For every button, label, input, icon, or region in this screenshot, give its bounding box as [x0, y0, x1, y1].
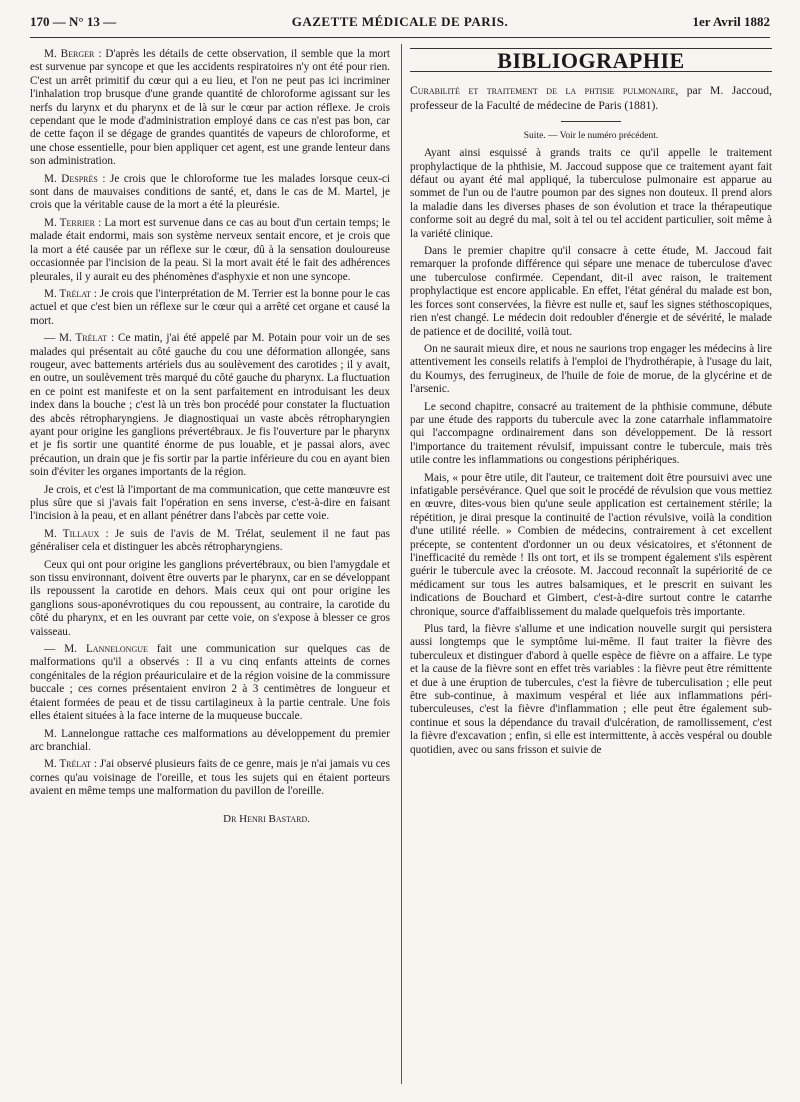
speaker-name: M. Trélat	[44, 287, 92, 300]
publication-title: GAZETTE MÉDICALE DE PARIS.	[291, 14, 509, 29]
header-rule	[30, 37, 770, 38]
left-paragraphs	[30, 48, 390, 799]
paragraph-text: : Ce matin, j'ai été appelé par M. Potain pour voir un de ses malades qui présentait au côté gauche du cou une déformation allongée, sans rougeur, avec battements artériels dus au soulèvement des carotides ; il y avait, en outre, un soulèvement très marqué du côté gauche du pharynx. La fluctuation en ce point est manifeste et on la sent parfaitement en introduisant les deux index dans la bouche ; c'est là un très bon procédé pour constater la fluctuation des abcès rétropharyngiens. Je diagnostiquai un vaste abcès rétropharyngien ayant pour origine les ganglions prévertébraux. Je fis l'ouverture par le pharynx et je fis sortir une quantité énorme de pus louable, et je passai alors, avec précaution, un drain que je fis sortir par la partie inférieure du cou en ayant bien soin d'éviter les organes importants de la région.	[30, 332, 390, 479]
speaker-name: M. Tillaux	[44, 527, 100, 540]
paragraph-text: Je crois, et c'est là l'important de ma communication, que cette manœuvre est plus sûre que si j'avais fait l'opération en sens inverse, c'est-à-dire en faisant l'incision à la peau, et en allant pénétrer dans l'abcès par cette voie.	[30, 483, 390, 523]
paragraph-text: : Je crois que l'interprétation de M. Terrier est la bonne pour le cas actuel et que c'est bien un réflexe sur le cœur qui a arrêté cet organe et causé la mort.	[30, 287, 390, 327]
section-title: BIBLIOGRAPHIE	[410, 48, 772, 72]
suite-rule	[561, 121, 621, 122]
paragraph-text: : D'après les détails de cette observation, il semble que la mort est survenue par syncope et que les accidents respiratoires n'y ont été pour rien. C'est un arrêt primitif du cœur qui a eu lieu, et l'on ne peut pas ici incriminer l'inhalation trop brusque d'une grande quantité de chloroforme agissant sur les nerfs du larynx et du pharynx et de là sur le cœur par action réflexe. Je crois cependant que le mode d'administration employé dans ce cas n'est pas bon, car de cette façon il se dégage de grandes quantités de vapeurs de chloroforme, et une chose essentielle, pour bien appliquer cet agent, est une grande lenteur dans son administration.	[30, 48, 390, 168]
page-header	[30, 14, 770, 34]
paragraph	[30, 559, 390, 639]
paragraph-text: : Je crois que le chloroforme tue les malades lorsque ceux-ci sont dans de mauvaises conditions de santé, et, dans le cas de M. Martel, je crois que la véritable cause de la mort a été la pleurésie.	[30, 172, 390, 212]
paragraph	[30, 728, 390, 755]
signature: Dr Henri Bastard.	[223, 812, 310, 825]
paragraph	[30, 288, 390, 328]
paragraph	[30, 217, 390, 284]
paragraph: Ayant ainsi esquissé à grands traits ce qu'il appelle le traitement prophylactique de la phthisie, M. Jaccoud suppose que ce traitement ayant fait défaut ou ayant été mal appliqué, la tuberculose pulmonaire est apparue au sommet de l'un ou de l'autre poumon par des signes non douteux. Il prend alors la maladie dans les diverses phases de son évolution et trace la thérapeutique conforme soit au degré du mal, soit à tel ou tel accident particulier, soit même à la variété clinique.	[410, 147, 772, 240]
paragraph-text: : J'ai observé plusieurs faits de ce genre, mais je n'ai jamais vu ces cornes qu'au voisinage de l'oreille, et tous les sujets qui en étaient porteurs avaient en même temps une malformation du pavillon de l'oreille.	[30, 758, 390, 798]
paragraph	[30, 173, 390, 213]
speaker-name: M. Berger	[44, 48, 95, 60]
book-reference	[410, 84, 772, 112]
column-divider	[401, 44, 402, 1084]
paragraph	[30, 332, 390, 479]
paragraph-text: M. Lannelongue rattache ces malformations au développement du premier arc branchial.	[30, 727, 390, 753]
speaker-name: M. Desprès	[44, 172, 98, 185]
paragraph-text: Ceux qui ont pour origine les ganglions prévertébraux, ou bien l'amygdale et son tissu environnant, doivent être ouverts par le pharynx, car en se développant ils repoussent la carotide en dehors. Mais ceux qui ont pour origine les ganglions sous-aponévrotiques du cou repoussent, au contraire, la carotide du côté du pharynx, et en les ouvrant par cette voie, on s'expose à blesser ce gros vaisseau.	[30, 558, 390, 638]
speaker-name: — M. Lannelongue	[44, 643, 148, 656]
paragraph: On ne saurait mieux dire, et nous ne saurions trop engager les médecins à lire attentivement les conseils relatifs à l'emploi de l'hydrothérapie, à l'usage du lait, du Koumys, des ferrugineux, de l'huile de foie de morue, de la glycérine et de l'arsenic.	[410, 342, 772, 396]
paragraph-text: : Je suis de l'avis de M. Trélat, seulement il ne faut pas généraliser cela et distinguer les abcès rétropharyngiens.	[30, 527, 390, 554]
paragraph: Mais, « pour être utile, dit l'auteur, ce traitement doit être poursuivi avec une infatigable persévérance. Quel que soit le procédé de révulsion que vous mettiez en œuvre, dites-vous bien qu'une seule application est certainement stérile; la répétition, je dirai presque la continuité de l'action révulsive, voilà la condition d'une utilité réelle. » Combien de médecins, contrairement à cet excellent précepte, se contentent d'ordonner un ou deux vésicatoires, et s'étonnent de l'inefficacité du remède ! Ils ont tort, et ils se trompent également s'ils espèrent guérir le tubercule avec la créosote. M. Jaccoud reconnaît la supériorité de ce médicament sur tous les autres balsamiques, et le prescrit en suivant les indications de Bouchard et Gimbert, c'est-à-dire surtout contre le catarrhe chronique, source d'affaiblissement du malade quelquefois très importante.	[410, 471, 772, 618]
paragraph: Le second chapitre, consacré au traitement de la phthisie commune, débute par une étude des rapports du tubercule avec la zone catarrhale inflammatoire qui l'accompagne ordinairement dans son développement. De là ressort l'importance du traitement révulsif, impuissant contre le tubercule, mais très utile contre les inflammations ou congestions périphériques.	[410, 400, 772, 467]
paragraph	[30, 528, 390, 555]
paragraph-text: : La mort est survenue dans ce cas au bout d'un certain temps; le malade était endormi, mais son système nerveux sentait encore, et je crois que la mort a été causée par un réflexe sur le cœur, dû à la sensation douloureuse occasionnée par l'incision de la peau. Si la mort avait été le fait des adhérences pleurales, il y aurait eu des phénomènes d'asphyxie et non une syncope.	[30, 216, 390, 283]
issue-date: 1er Avril 1882	[692, 14, 770, 29]
speaker-name: — M. Trélat	[44, 332, 108, 345]
paragraph: Plus tard, la fièvre s'allume et une indication nouvelle surgit qui persistera aussi longtemps que le symptôme lui-même. Il faut traiter la fièvre des tuberculeux et distinguer d'abord à quelle espèce de fièvre on a affaire. Le type et la cause de la fièvre sont en effet très variables : la fièvre peut être rémittente et due à une éruption de tubercules, c'est la fièvre de tuberculisation ; elle peut être sub-continue, à maximum vespéral et liée aux inflammations péri-tuberculeuses, c'est la fièvre d'inflammation ; elle peut être également sub-continue et sous la dépendance du travail d'ulcération, de ramollissement, c'est la fièvre d'excavation ; enfin, si elle est intermittente, à accès vespéral ou double quotidien, avec ou sans frisson et suivie de	[410, 623, 772, 756]
right-paragraphs	[410, 147, 772, 757]
book-title: Curabilité et traitement de la phtisie pulmonaire,	[410, 84, 679, 98]
paragraph	[30, 484, 390, 524]
suite-note: Suite. — Voir le numéro précédent.	[523, 130, 659, 141]
right-column	[410, 44, 772, 1084]
paragraph-text: fait une communication sur quelques cas de malformations qu'il a observés : Il a vu cinq enfants atteints de cornes congénitales de la région préauriculaire et de la région voisine de la commissure buccale ; ces cornes présentaient environ 2 à 3 centimètres de longueur et étaient formées de peau et de tissu cartilagineux à la partie centrale. Une fois elles étaient situées à la face interne de la muqueuse buccale.	[30, 643, 390, 723]
paragraph: Dans le premier chapitre qu'il consacre à cette étude, M. Jaccoud fait remarquer la profonde différence qui sépare une menace de tuberculose d'avec une tuberculose confirmée. Cependant, dit-il avec raison, le traitement prophylactique est encore applicable. En effet, l'état général du malade est bon, les forces sont conservées, la fièvre est nulle et, sauf les signes stéthoscopiques, rien n'est changé. Le médecin doit redoubler d'énergie et de sévérité, le malade de patience et de docilité, voilà tout.	[410, 245, 772, 338]
page-number: 170 — N° 13 —	[30, 14, 117, 29]
paragraph	[30, 48, 390, 169]
paragraph	[30, 643, 390, 723]
book-author: par M. Jaccoud, professeur de la Faculté de médecine de Paris (1881).	[410, 84, 772, 112]
speaker-name: M. Terrier	[44, 216, 95, 229]
speaker-name: M. Trélat	[44, 758, 92, 771]
left-column	[30, 44, 390, 1094]
paragraph	[30, 758, 390, 798]
